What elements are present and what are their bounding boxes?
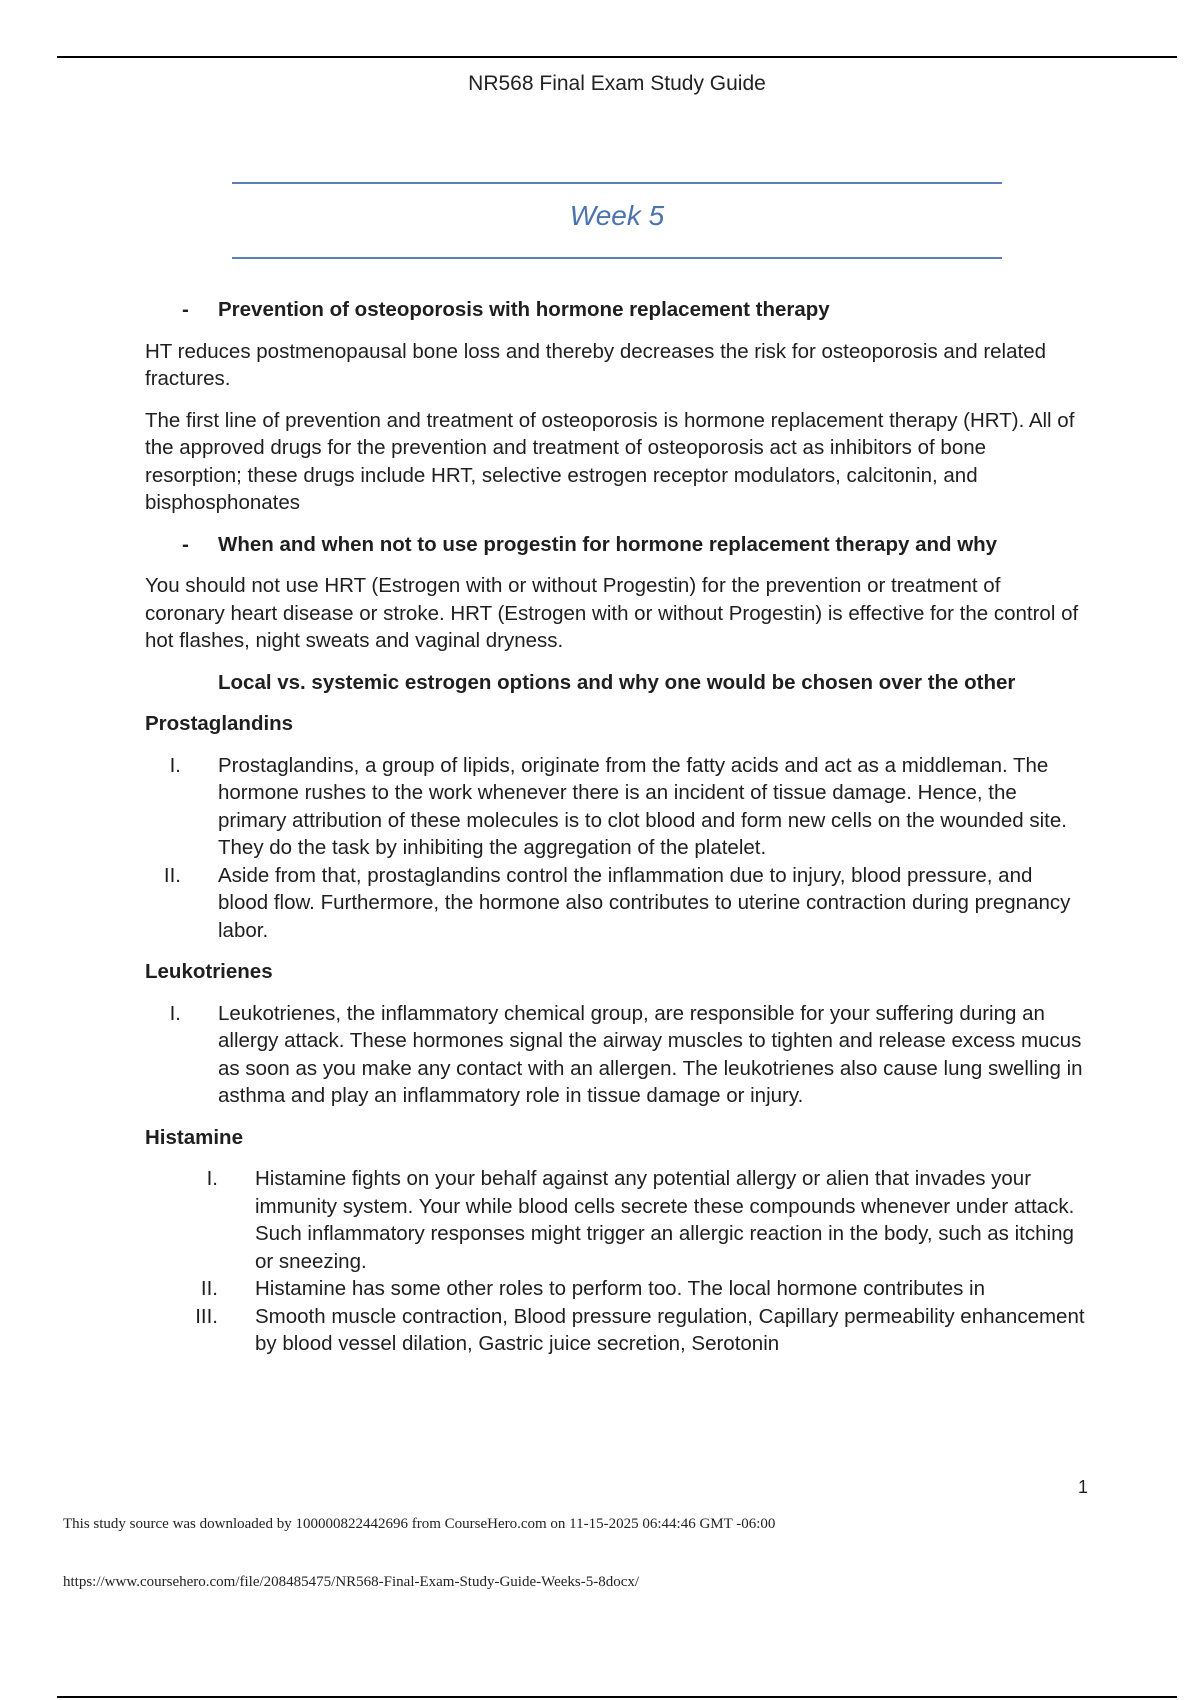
histamine-list — [145, 1165, 1085, 1358]
source-url[interactable]: https://www.coursehero.com/file/208485475/NR568-Final-Exam-Study-Guide-Weeks-5-8docx/ — [63, 1574, 640, 1590]
paragraph: You should not use HRT (Estrogen with or without Progestin) for the prevention or treatment of coronary heart disease or stroke. HRT (Estrogen with or without Progestin) is effective for the control of hot flashes, night sweats and vaginal dryness. — [145, 574, 1079, 652]
list-number: I. — [169, 1001, 181, 1025]
week-bottom-border — [232, 257, 1002, 259]
list-text: Histamine fights on your behalf against any potential allergy or alien that invades your immunity system. Your while blood cells secrete these compounds whenever under attack. Such inflammatory responses might trigger an allergic reaction in the body, such as itching or sneezing. — [255, 1167, 1075, 1273]
document-header-title: NR568 Final Exam Study Guide — [468, 72, 766, 95]
paragraph: HT reduces postmenopausal bone loss and thereby decreases the risk for osteoporosis and related fractures. — [145, 339, 1047, 390]
list-text: Smooth muscle contraction, Blood pressure regulation, Capillary permeability enhancement by blood vessel dilation, Gastric juice secretion, Serotonin — [255, 1304, 1085, 1355]
list-text: Leukotrienes, the inflammatory chemical group, are responsible for your suffering during an allergy attack. These hormones signal the airway muscles to tighten and release excess mucus as soon as you make any contact with an allergen. The leukotrienes also cause lung swelling in asthma and play an inflammatory role in tissue damage or injury. — [218, 1001, 1083, 1107]
list-text: Prostaglandins, a group of lipids, originate from the fatty acids and act as a middleman. The hormone rushes to the work whenever there is an incident of tissue damage. Hence, the primary attribution of these molecules is to clot blood and form new cells on the wounded site. They do the task by inhibiting the aggregation of the platelet. — [218, 753, 1067, 859]
paragraph: The first line of prevention and treatment of osteoporosis is hormone replacement therapy (HRT). All of the approved drugs for the prevention and treatment of osteoporosis act as inhibitors of bone resorption; these drugs include HRT, selective estrogen receptor modulators, calcitonin, and bisphosphonates — [145, 408, 1075, 514]
heading-estrogen-options: Local vs. systemic estrogen options and why one would be chosen over the other — [218, 670, 1016, 694]
bottom-rule — [57, 1696, 1177, 1698]
list-item — [145, 1000, 1085, 1110]
leukotrienes-list — [145, 1000, 1085, 1110]
week-title: Week 5 — [569, 200, 665, 231]
heading-leukotrienes: Leukotrienes — [145, 960, 273, 983]
heading-text: When and when not to use progestin for hormone replacement therapy and why — [218, 532, 998, 556]
list-number: I. — [206, 1167, 218, 1190]
list-number: I. — [169, 753, 181, 777]
prostaglandins-list — [145, 752, 1085, 945]
top-rule — [57, 56, 1177, 58]
list-number: II. — [163, 863, 181, 887]
list-item — [145, 1303, 1085, 1358]
list-item — [145, 752, 1085, 862]
list-item — [145, 1165, 1085, 1275]
list-text: Aside from that, prostaglandins control the inflammation due to injury, blood pressure, and blood flow. Furthermore, the hormone also contributes to uterine contraction during pregnancy labor. — [218, 863, 1071, 942]
heading-text: Prevention of osteoporosis with hormone replacement therapy — [218, 298, 830, 321]
list-item — [145, 862, 1085, 945]
heading-hrt-osteoporosis — [145, 296, 1085, 324]
document-body — [145, 290, 1085, 1372]
page-number: 1 — [1078, 1477, 1089, 1497]
heading-progestin — [145, 531, 1085, 559]
download-source-note: This study source was downloaded by 100000822442696 from CourseHero.com on 11-15-2025 06:44:46 GMT -06:00 — [63, 1516, 776, 1532]
week-top-border — [232, 182, 1002, 184]
list-number: III. — [195, 1304, 218, 1328]
bullet-dash: - — [182, 298, 189, 321]
heading-prostaglandins: Prostaglandins — [145, 712, 294, 735]
bullet-dash: - — [182, 532, 189, 556]
heading-histamine: Histamine — [145, 1125, 243, 1149]
list-text: Histamine has some other roles to perform too. The local hormone contributes in — [255, 1277, 986, 1300]
list-item — [145, 1275, 1085, 1303]
list-number: II. — [200, 1277, 218, 1300]
